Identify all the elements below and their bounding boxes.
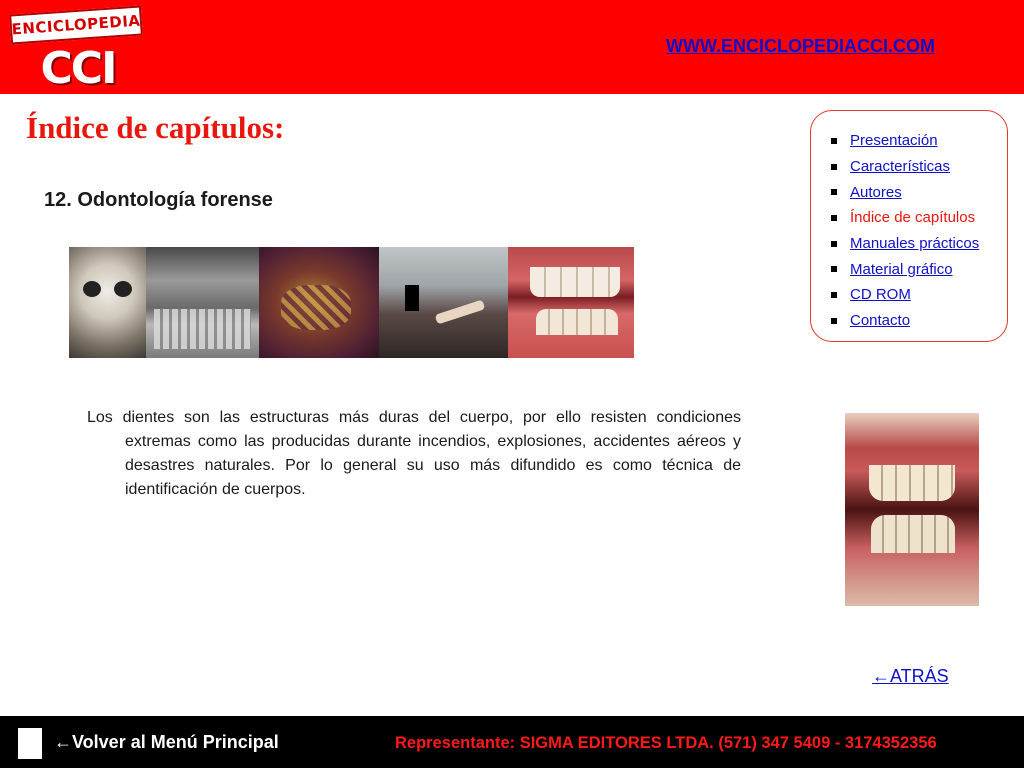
nav-link-contacto[interactable]: Contacto: [850, 312, 911, 330]
nav-link-autores[interactable]: Autores: [850, 183, 902, 201]
site-url-link[interactable]: WWW.ENCICLOPEDIACCI.COM: [666, 36, 935, 56]
bullet-icon: [831, 189, 837, 195]
nav-item-presentacion: [831, 128, 979, 154]
nav-item-manuales: [831, 231, 979, 257]
enciclopedia-cci-logo[interactable]: [6, 8, 146, 94]
skull-photo: [69, 247, 146, 358]
page-title: Índice de capítulos:: [26, 110, 285, 145]
nav-item-caracteristicas: [831, 154, 979, 180]
nav-item-contacto: [831, 308, 979, 334]
bullet-icon: [831, 164, 837, 170]
header-bar: [0, 0, 1024, 94]
bullet-icon: [831, 266, 837, 272]
bullet-icon: [831, 215, 837, 221]
back-link[interactable]: ←ATRÁS: [872, 666, 949, 686]
side-navigation: [810, 110, 1008, 342]
bullet-icon: [831, 318, 837, 324]
representative-info: Representante: SIGMA EDITORES LTDA. (571) 347 5409 - 3174352356: [395, 734, 937, 752]
nav-item-autores: [831, 179, 979, 205]
nav-link-material[interactable]: Material gráfico: [850, 260, 953, 278]
nav-link-manuales[interactable]: Manuales prácticos: [850, 235, 980, 253]
examination-photo: [379, 247, 508, 358]
nav-item-cdrom: [831, 282, 979, 308]
nav-link-caracteristicas[interactable]: Características: [850, 158, 951, 176]
nav-item-indice: [831, 205, 979, 231]
logo-cci: [8, 44, 148, 92]
open-mouth-photo: [845, 413, 979, 606]
teeth-closeup-photo: [508, 247, 634, 358]
nav-link-cdrom[interactable]: CD ROM: [850, 286, 911, 304]
logo-top-text: ENCICLOPEDIA: [10, 11, 142, 39]
bullet-icon: [831, 292, 837, 298]
nav-link-indice-current[interactable]: Índice de capítulos: [850, 209, 976, 227]
logo-bottom-text: CCI: [40, 42, 116, 94]
nav-item-material: [831, 256, 979, 282]
remains-photo: [259, 247, 379, 358]
logo-banner: [9, 5, 143, 44]
nav-list: [831, 128, 979, 334]
main-menu-link[interactable]: ←Volver al Menú Principal: [54, 732, 279, 752]
chapter-title: 12. Odontología forense: [44, 189, 273, 211]
footer-square-icon: [18, 728, 42, 759]
forensic-photo-strip: [69, 247, 634, 358]
nav-link-presentacion[interactable]: Presentación: [850, 132, 938, 150]
chapter-description: Los dientes son las estructuras más duras del cuerpo, por ello resisten condiciones extremas como las producidas durante incendios, explosiones, accidentes aéreos y desastres naturales. Por lo general su uso más difundido es como técnica de identificación de cuerpos.: [87, 409, 741, 498]
footer-bar: [0, 716, 1024, 768]
bullet-icon: [831, 241, 837, 247]
bullet-icon: [831, 138, 837, 144]
dental-xray-photo: [146, 247, 259, 358]
